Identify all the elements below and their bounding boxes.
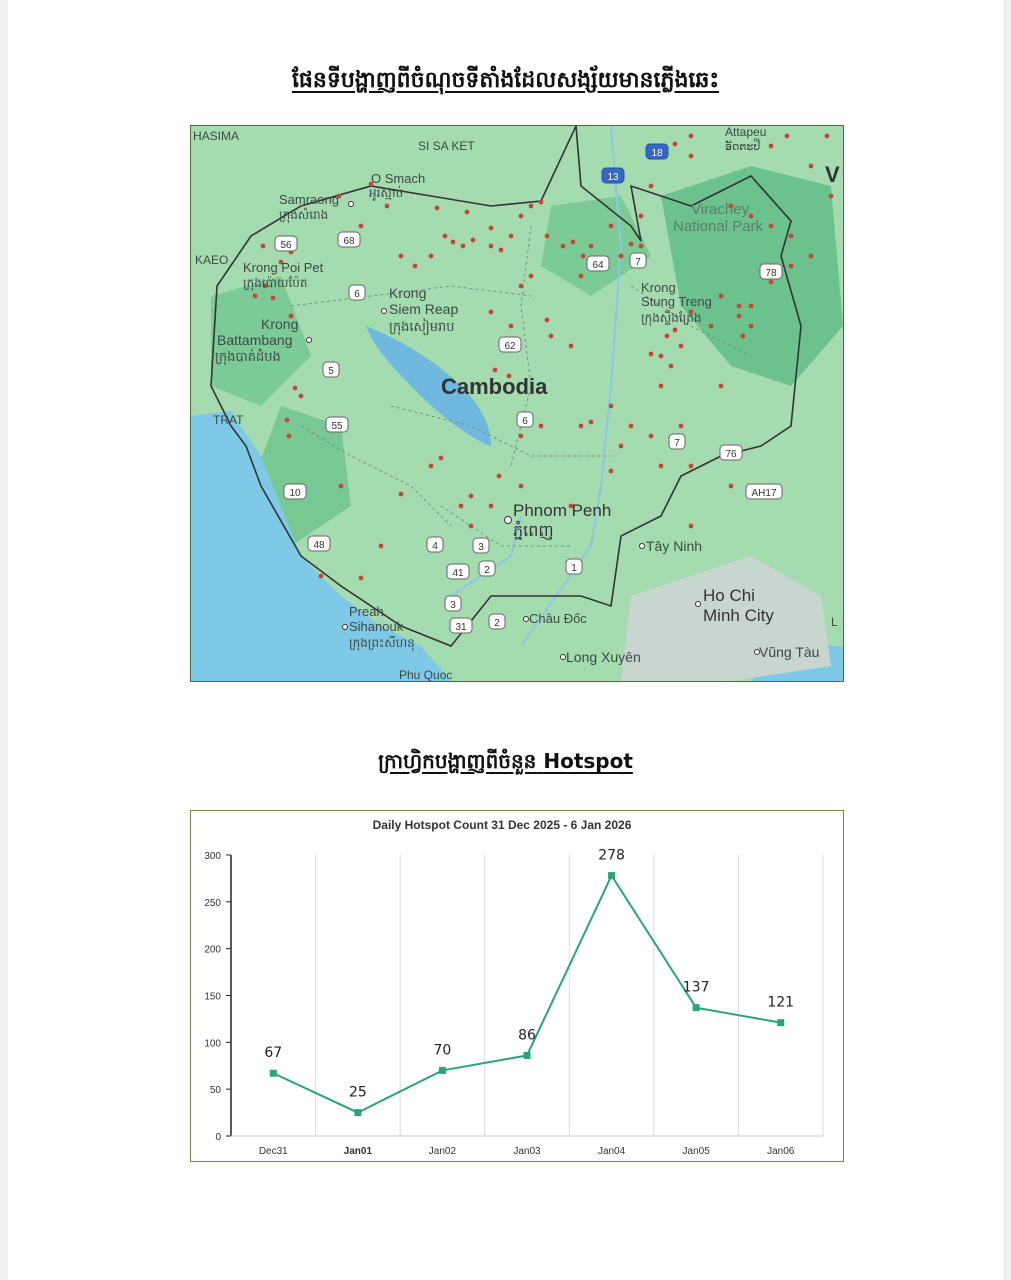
hotspot-dot — [287, 434, 292, 439]
y-tick-label: 300 — [204, 851, 221, 862]
hotspot-dot — [809, 164, 814, 169]
hotspot-dot — [285, 418, 290, 423]
hotspot-dot — [709, 324, 714, 329]
y-axis — [204, 851, 231, 1143]
road-shield — [338, 232, 360, 247]
chart-heading-km: ក្រាហ្វិកបង្ហាញពីចំនួន — [378, 749, 537, 773]
x-tick-label: Jan02 — [428, 1146, 457, 1157]
hotspot-dot — [435, 206, 440, 211]
map-label-phnompenh-km: ភ្នំពេញ — [513, 523, 554, 540]
map-label-attapeu: Attapeu — [725, 126, 767, 139]
hotspot-dot — [809, 254, 814, 259]
road-number: 6 — [522, 416, 528, 427]
data-point — [354, 1109, 361, 1116]
hotspot-dot — [679, 344, 684, 349]
hotspot-dot — [609, 404, 614, 409]
data-point — [608, 872, 615, 879]
x-axis — [231, 1136, 823, 1157]
map-label-battambang-2: Battambang — [217, 332, 293, 348]
hotspot-dot — [429, 464, 434, 469]
hotspot-dot — [673, 142, 678, 147]
road-shield — [427, 537, 443, 552]
hotspot-dot — [469, 494, 474, 499]
map-label-hochiminh-2: Minh City — [703, 606, 774, 625]
map-label-samraong-km: ក្រុងសំរោង — [279, 208, 329, 222]
road-number: 56 — [280, 240, 292, 251]
data-label: 67 — [264, 1045, 283, 1062]
map-label-sisaket: SI SA KET — [418, 139, 475, 153]
hotspot-dot — [359, 576, 364, 581]
hotspot-dot — [789, 234, 794, 239]
road-shield — [323, 362, 339, 377]
data-point — [777, 1019, 784, 1026]
map-label-longxuyen: Long Xuyên — [566, 649, 641, 665]
road-number: 3 — [478, 542, 484, 553]
map-label-phuquoc: Phu Quoc — [399, 668, 453, 681]
map-label-hasima: HASIMA — [193, 129, 240, 143]
hotspot-dot — [545, 318, 550, 323]
hotspot-dot — [673, 328, 678, 333]
hotspot-dot — [253, 294, 258, 299]
data-label: 86 — [518, 1027, 536, 1044]
hotspot-dot — [639, 214, 644, 219]
map-label-cambodia: Cambodia — [441, 374, 548, 399]
data-label: 25 — [348, 1084, 367, 1101]
hotspot-dot — [519, 214, 524, 219]
road-shield — [566, 559, 582, 574]
road-shield — [447, 564, 469, 579]
map-label-attapeu-lo: ອັດຕະປື — [725, 141, 761, 153]
road-number: 2 — [484, 565, 490, 576]
x-tick-label: Jan06 — [767, 1146, 795, 1157]
data-point — [439, 1067, 446, 1074]
hotspot-dot — [649, 434, 654, 439]
hotspot-dot — [659, 384, 664, 389]
hotspot-dot — [719, 384, 724, 389]
hotspot-dot — [489, 504, 494, 509]
road-number: 4 — [432, 541, 438, 552]
hotspot-dot — [581, 254, 586, 259]
hotspot-dot — [589, 420, 594, 425]
y-tick-label: 0 — [215, 1132, 221, 1143]
hotspot-dot — [619, 254, 624, 259]
hotspot-dot — [689, 154, 694, 159]
road-shield — [720, 445, 742, 460]
road-shield — [450, 618, 472, 633]
data-label: 137 — [682, 979, 710, 996]
road-number: 5 — [328, 366, 334, 377]
map-label-tayninh: Tây Ninh — [646, 538, 703, 554]
road-number: 18 — [651, 148, 663, 159]
hotspot-dot — [679, 424, 684, 429]
data-label: 278 — [598, 847, 625, 864]
y-tick-label: 50 — [209, 1085, 221, 1097]
road-shield — [587, 256, 609, 271]
road-number: 76 — [725, 449, 737, 460]
road-shield — [326, 417, 348, 432]
hotspot-dot — [629, 242, 634, 247]
hotspot-dot — [629, 424, 634, 429]
road-shield — [646, 144, 668, 159]
hotspot-dot — [549, 334, 554, 339]
road-number: 7 — [635, 257, 641, 268]
map-label-sihanouk-2: Sihanouk — [349, 619, 404, 634]
road-shield — [445, 596, 461, 611]
hotspot-dot — [769, 280, 774, 285]
hotspot-dot — [719, 294, 724, 299]
hotspot-dot — [319, 574, 324, 579]
hotspot-dot — [443, 234, 448, 239]
data-label: 121 — [767, 994, 795, 1011]
map-label-hochiminh-1: Ho Chi — [703, 586, 755, 605]
x-tick-label: Dec31 — [258, 1146, 288, 1157]
map-label-siemreap-2: Siem Reap — [389, 301, 459, 317]
hotspot-dot — [829, 194, 834, 199]
hotspot-dot — [539, 424, 544, 429]
road-number: 1 — [571, 563, 577, 574]
y-tick-label: 200 — [204, 944, 221, 956]
data-point — [693, 1004, 700, 1011]
hotspot-dot — [471, 238, 476, 243]
hotspot-dot — [489, 226, 494, 231]
road-number: 13 — [607, 172, 619, 183]
hotspot-dot — [825, 134, 830, 139]
map-label-virachey-1: Virachey — [691, 201, 750, 218]
hotspot-dot — [451, 240, 456, 245]
y-tick-label: 100 — [204, 1038, 221, 1050]
map-label-poipet: Krong Poi Pet — [243, 260, 324, 275]
road-number: 7 — [674, 438, 680, 449]
hotspot-dot — [619, 444, 624, 449]
road-number: 41 — [452, 568, 464, 579]
road-number: 62 — [504, 341, 516, 352]
road-shield — [479, 561, 495, 576]
map-label-osmach: O Smach — [371, 171, 426, 186]
road-number: 2 — [494, 618, 500, 629]
hotspot-dot — [741, 334, 746, 339]
hotspot-dot — [769, 144, 774, 149]
map-label-siemreap-km: ក្រុងសៀមរាប — [389, 319, 455, 334]
hotspot-dot — [493, 368, 498, 373]
hotspot-dot — [529, 204, 534, 209]
map-label-edge-v: V — [825, 162, 840, 187]
data-label: 70 — [433, 1042, 452, 1059]
map-label-kaeo: KAEO — [195, 253, 229, 267]
map-label-edge-l: L — [831, 615, 838, 629]
hotspot-dot — [749, 304, 754, 309]
road-number: 48 — [313, 540, 325, 551]
hotspot-dot — [569, 344, 574, 349]
road-number: 64 — [592, 260, 604, 271]
map-label-samraong: Samraong — [279, 192, 339, 207]
hotspot-dot — [639, 244, 644, 249]
hotspot-dot — [509, 234, 514, 239]
hotspot-dot — [359, 224, 364, 229]
hotspot-dot — [529, 274, 534, 279]
hotspot-dot — [489, 244, 494, 249]
hotspot-dot — [459, 504, 464, 509]
road-number: 68 — [343, 236, 355, 247]
road-shield — [308, 536, 330, 551]
hotspot-dot — [665, 334, 670, 339]
hotspot-dot — [429, 254, 434, 259]
hotspot-dot — [729, 484, 734, 489]
hotspot-dot — [571, 240, 576, 245]
map-label-stungtreng-1: Krong — [641, 280, 676, 295]
road-shield — [473, 538, 489, 553]
hotspot-dot — [789, 264, 794, 269]
map-label-battambang-km: ក្រុងបាត់ដំបង — [215, 349, 281, 364]
hotspot-dot — [339, 484, 344, 489]
hotspot-dot — [299, 394, 304, 399]
map-label-sihanouk-km: ក្រុងព្រះសីហនុ — [349, 636, 415, 650]
map-label-stungtreng-km: ក្រុងស្ទឹងត្រែង — [641, 311, 702, 325]
data-point — [270, 1070, 277, 1077]
x-tick-label: Jan01 — [343, 1146, 373, 1157]
map-label-trat: TRAT — [213, 413, 244, 427]
hotspot-dot — [785, 134, 790, 139]
map-label-chaudoc: Châu Đốc — [529, 611, 587, 626]
map-label-poipet-km: ក្រុងប៉ោយប៉ែត — [243, 276, 308, 290]
hotspot-dot — [769, 224, 774, 229]
hotspot-dot — [579, 274, 584, 279]
hotspot-dot — [609, 224, 614, 229]
hotspot-dot — [261, 244, 266, 249]
map-label-stungtreng-2: Stung Treng — [641, 294, 712, 309]
map-label-siemreap-1: Krong — [389, 285, 427, 301]
hotspot-dot — [399, 254, 404, 259]
hotspot-dot — [689, 464, 694, 469]
road-shield — [499, 337, 521, 352]
hotspot-dot — [669, 364, 674, 369]
road-shield — [630, 253, 646, 268]
map-label-phnompenh: Phnom Penh — [513, 501, 612, 520]
map-label-sihanouk-1: Preah — [349, 604, 384, 619]
hotspot-dot — [649, 352, 654, 357]
hotspot-dot — [519, 284, 524, 289]
road-number: 3 — [450, 600, 456, 611]
road-shield — [284, 484, 306, 499]
hotspot-dot — [379, 544, 384, 549]
hotspot-dot — [659, 354, 664, 359]
hotspot-dot — [519, 434, 524, 439]
hotspot-dot — [489, 310, 494, 315]
hotspot-dot — [649, 184, 654, 189]
hotspot-dot — [737, 304, 742, 309]
hotspot-dot — [689, 134, 694, 139]
hotspot-dot — [737, 314, 742, 319]
hotspot-dot — [461, 244, 466, 249]
hotspot-dot — [497, 474, 502, 479]
hotspot-dot — [469, 524, 474, 529]
hotspot-dot — [499, 248, 504, 253]
road-shield — [760, 264, 782, 279]
hotspot-dot — [749, 324, 754, 329]
road-number: 10 — [289, 488, 301, 499]
map-label-virachey-2: National Park — [673, 218, 764, 235]
hotspot-chart — [190, 810, 844, 1162]
hotspot-map — [190, 125, 844, 682]
hotspot-dot — [545, 234, 550, 239]
hotspot-dot — [385, 204, 390, 209]
road-shield — [669, 434, 685, 449]
hotspot-dot — [271, 296, 276, 301]
road-number: 31 — [455, 622, 467, 633]
road-shield — [275, 236, 297, 251]
hotspot-dot — [609, 469, 614, 474]
hotspot-dot — [399, 492, 404, 497]
chart-heading — [0, 748, 1011, 778]
road-shield — [489, 614, 505, 629]
map-label-battambang-1: Krong — [261, 316, 299, 332]
data-point — [524, 1052, 531, 1059]
y-tick-label: 250 — [204, 897, 221, 909]
road-shield — [517, 412, 533, 427]
x-tick-label: Jan04 — [597, 1146, 626, 1157]
map-label-osmach-km: អូរស្មាច់ — [369, 186, 404, 200]
map-heading: ផែនទីបង្ហាញពីចំណុចទីតាំងដែលសង្ស័យមានភ្លើងឆេះ — [291, 68, 720, 93]
hotspot-dot — [439, 456, 444, 461]
road-number: 78 — [765, 268, 777, 279]
map-label-vungtau: Vũng Tàu — [759, 644, 820, 660]
road-number: 55 — [331, 421, 343, 432]
y-tick-label: 150 — [204, 991, 221, 1003]
hotspot-dot — [579, 424, 584, 429]
road-shield — [746, 484, 782, 499]
x-tick-label: Jan03 — [513, 1146, 541, 1157]
series-line — [264, 848, 794, 1116]
road-number: 6 — [354, 289, 360, 300]
x-tick-label: Jan05 — [682, 1146, 710, 1157]
road-shield — [349, 285, 365, 300]
chart-title: Daily Hotspot Count 31 Dec 2025 - 6 Jan 2026 — [372, 818, 632, 832]
hotspot-dot — [413, 264, 418, 269]
hotspot-dot — [509, 324, 514, 329]
hotspot-dot — [589, 244, 594, 249]
chart-heading-en: Hotspot — [543, 749, 633, 773]
hotspot-dot — [561, 244, 566, 249]
hotspot-dot — [689, 524, 694, 529]
hotspot-dot — [659, 464, 664, 469]
hotspot-dot — [519, 484, 524, 489]
road-number: AH17 — [751, 488, 777, 499]
road-shield — [602, 168, 624, 183]
hotspot-dot — [539, 200, 544, 205]
hotspot-dot — [293, 386, 298, 391]
hotspot-dot — [465, 210, 470, 215]
